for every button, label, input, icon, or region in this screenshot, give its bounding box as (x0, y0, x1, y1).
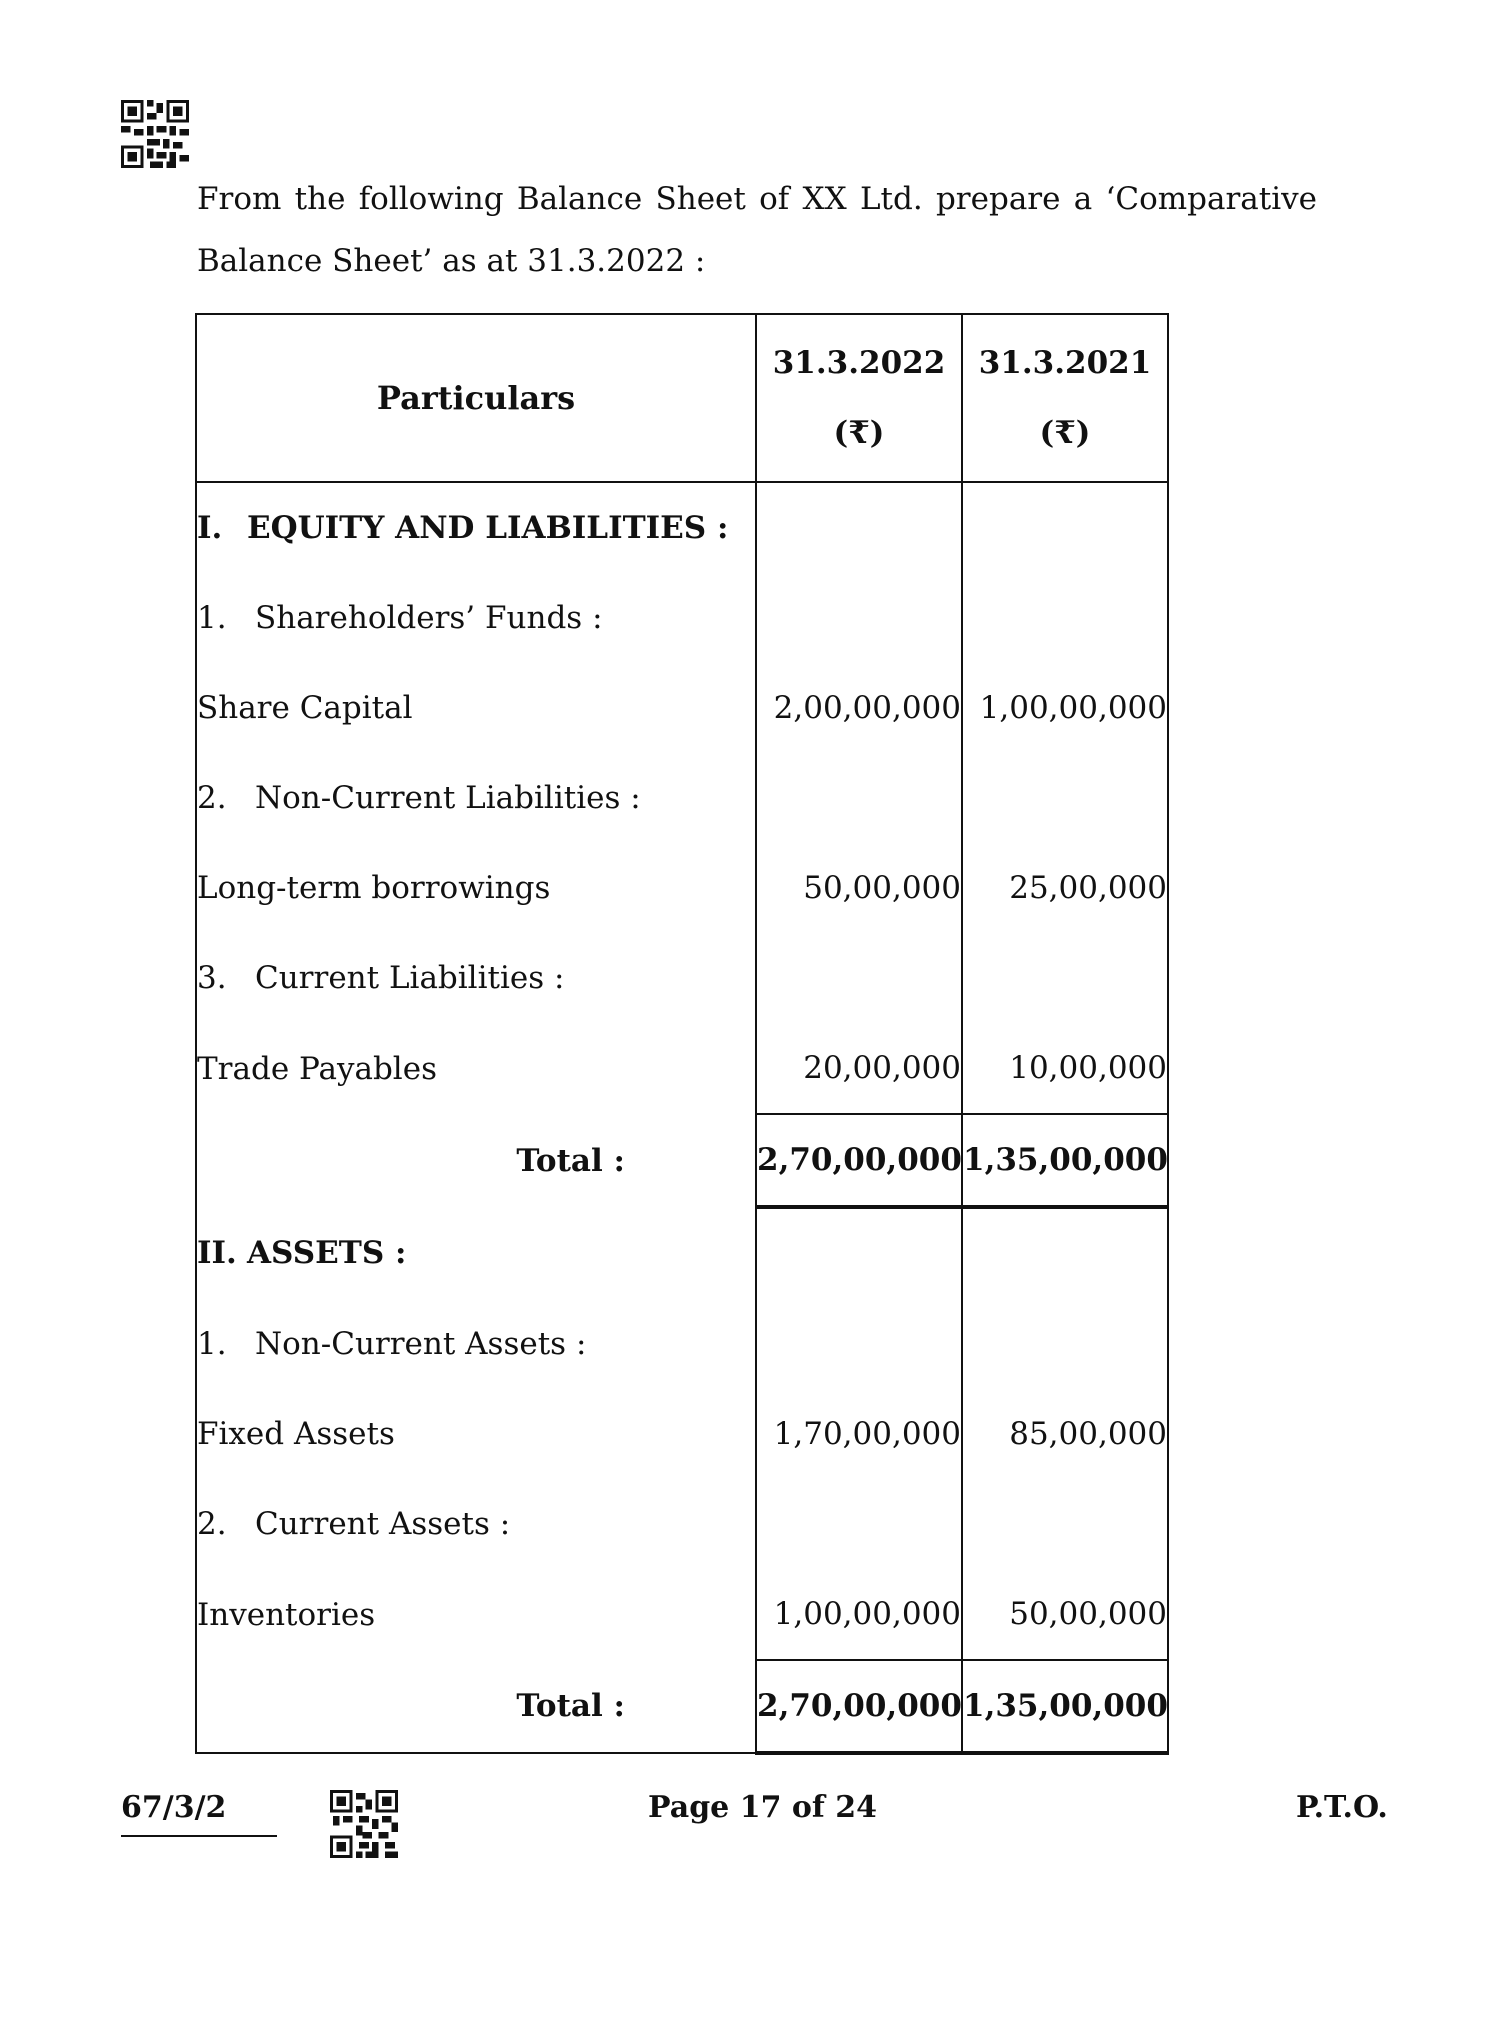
group-heading: 2. Non-Current Liabilities : (196, 753, 756, 843)
line-item-label: Fixed Assets (196, 1389, 756, 1479)
table-row (196, 1479, 1168, 1569)
section-heading-equity: I. EQUITY AND LIABILITIES : (196, 482, 756, 573)
header-2021-currency: (₹) (1039, 415, 1091, 451)
header-2022-date: 31.3.2022 (772, 345, 946, 381)
table-row (196, 933, 1168, 1023)
particulars-header: Particulars (196, 314, 756, 482)
qr-code-icon (330, 1790, 398, 1858)
table-header-row (196, 314, 1168, 482)
line-item-label: Share Capital (196, 663, 756, 753)
please-turn-over: P.T.O. (1296, 1790, 1388, 1825)
page-number: Page 17 of 24 (648, 1790, 877, 1825)
table-row (196, 1569, 1168, 1660)
total-label: Total : (196, 1114, 756, 1207)
paper-code: 67/3/2 (121, 1790, 227, 1825)
header-2022 (756, 314, 962, 482)
table-row (196, 1023, 1168, 1114)
total-row-equity (196, 1114, 1168, 1207)
value-2021: 10,00,000 (962, 1023, 1168, 1114)
value-2022: 1,00,00,000 (756, 1569, 962, 1660)
total-label: Total : (196, 1660, 756, 1753)
value-2022: 20,00,000 (756, 1023, 962, 1114)
total-2021: 1,35,00,000 (962, 1660, 1168, 1753)
value-2021: 85,00,000 (962, 1389, 1168, 1479)
value-2021: 1,00,00,000 (962, 663, 1168, 753)
value-2022: 50,00,000 (756, 843, 962, 933)
group-heading: 1. Shareholders’ Funds : (196, 573, 756, 663)
group-heading: 1. Non-Current Assets : (196, 1299, 756, 1389)
line-item-label: Trade Payables (196, 1023, 756, 1114)
line-item-label: Long-term borrowings (196, 843, 756, 933)
table-row (196, 1389, 1168, 1479)
value-2022: 2,00,00,000 (756, 663, 962, 753)
group-heading: 2. Current Assets : (196, 1479, 756, 1569)
total-row-assets (196, 1660, 1168, 1753)
total-2022: 2,70,00,000 (756, 1660, 962, 1753)
header-2021-date: 31.3.2021 (978, 345, 1152, 381)
total-2021: 1,35,00,000 (962, 1114, 1168, 1207)
table-row (196, 753, 1168, 843)
table-row (196, 1207, 1168, 1299)
table-row (196, 663, 1168, 753)
group-heading: 3. Current Liabilities : (196, 933, 756, 1023)
value-2022: 1,70,00,000 (756, 1389, 962, 1479)
header-2021 (962, 314, 1168, 482)
header-2022-currency: (₹) (833, 415, 885, 451)
value-2021: 25,00,000 (962, 843, 1168, 933)
total-2022: 2,70,00,000 (756, 1114, 962, 1207)
paper-code-underline (121, 1835, 277, 1837)
section-heading-assets: II. ASSETS : (196, 1207, 756, 1299)
value-2021: 50,00,000 (962, 1569, 1168, 1660)
qr-code-icon (121, 100, 189, 168)
line-item-label: Inventories (196, 1569, 756, 1660)
question-intro: From the following Balance Sheet of XX Ltd. prepare a ‘Comparative Balance Sheet’ as at 31.3.2022 : (197, 181, 1317, 279)
table-row (196, 1299, 1168, 1389)
table-row (196, 482, 1168, 573)
balance-sheet-table (195, 313, 1169, 1755)
table-row (196, 843, 1168, 933)
table-row (196, 573, 1168, 663)
